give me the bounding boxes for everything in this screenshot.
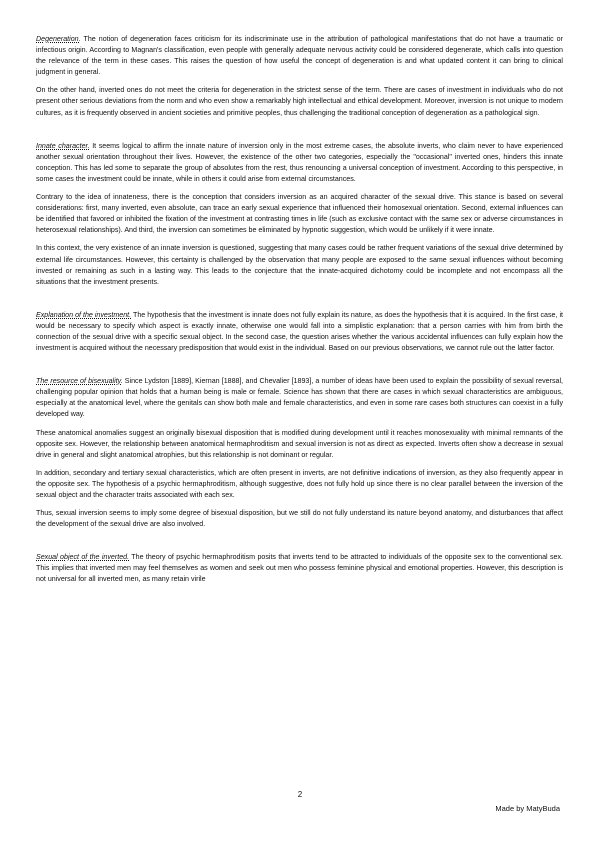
paragraph: Innate character. It seems logical to affirm the innate nature of inversion only in the most extreme cases, the absolute inverts, who claim never to have experienced another sexual orientation throughout their lives. However, the existence of the other two categories, especially the "occasional" inverted ones, hinders this innate conception. This has led some to separate the group of absolutes from the rest, thus renouncing a universal conception of investment. According to this perspective, in some cases the investment could be innate, while in others it could arise from external circumstances. xyxy=(36,141,563,183)
paragraph: Explanation of the investment. The hypothesis that the investment is innate does not fully explain its nature, as does the hypothesis that it is acquired. In the first case, it would be necessary to specify which aspect is exactly innate, otherwise one would fall into a simplistic explanation: that a person carries with him from birth the connection of the sexual drive with a specific sexual object. In the second case, the question arises whether the various accidental influences can fully explain how the investment is acquired without the necessary predisposition that would exist in the individual. Based on our previous observations, we cannot rule out the latter factor. xyxy=(36,310,563,353)
section-heading-bisexuality: The resource of bisexuality. xyxy=(36,377,123,386)
paragraph: Sexual object of the inverted. The theory of psychic hermaphroditism posits that inverts tend to be attracted to individuals of the opposite sex to the conventional sex. This implies that inverted men may feel themselves as women and seek out men who possess feminine physical and emotional properties. However, this description is not universal for all inverted men, as many retain virile xyxy=(36,553,563,584)
paragraph: The resource of bisexuality. Since Lydston [1889], Kiernan [1888], and Chevalier [1893], a number of ideas have been used to explain the possibility of sexual reversal, challenging popular opinion that holds that a human being is male or female. Science has shown that there are cases in which sexual characteristics are ambiguous, especially at the anatomical level, where the genitals can show both male and female characteristics, and even in some rare cases both structures can coexist in a fully developed way. xyxy=(36,377,563,419)
author-credit: Made by MatyBuda xyxy=(495,804,560,813)
paragraph: In addition, secondary and tertiary sexual characteristics, which are often present in inverts, are not definitive indications of inversion, as they also frequently appear in the opposite sex. The hypothesis of a psychic hermaphroditism, although suggestive, does not fully hold up since there is no clear parallel between the inversion of the sexual object and the character traits associated with each sex. xyxy=(36,468,563,499)
section-heading-degeneration: Degeneration. xyxy=(36,35,81,43)
section-heading-sexual-object: Sexual object of the inverted. xyxy=(36,553,130,562)
paragraph: On the other hand, inverted ones do not meet the criteria for degeneration in the strictest sense of the term. There are cases of investment in individuals who do not present other serious deviations from the norm and who even show a remarkably high intellectual and ethical development. Moreover, inversion is not unique to modern cultures, as it is frequently observed in ancient societies and primitive peoples, thus challenging the traditional conception of degeneration as a pathological sign. xyxy=(36,86,563,117)
section-heading-innate-character: Innate character. xyxy=(36,141,90,150)
paragraph: These anatomical anomalies suggest an originally bisexual disposition that is modified during development until it reaches monosexuality with minimal remnants of the opposite sex. However, the relationship between anatomical hermaphroditism and sexual inversion is not as direct as expected. Inverts often show a decrease in sexual drive in general and slight anatomical atrophies, but this relationship is not dominant or regular. xyxy=(36,428,563,459)
page-number: 2 xyxy=(297,790,303,799)
section-heading-explanation: Explanation of the investment. xyxy=(36,310,132,319)
paragraph: In this context, the very existence of an innate inversion is questioned, suggesting that many cases could be rather frequent variations of the sexual drive determined by external life circumstances. However, this certainty is challenged by the observation that many people are exposed to the same sexual influences without becoming invested or remaining as such in a lasting way. This leads to the conjecture that the innate-acquired dichotomy could be incomplete and not encompass all the situations that the investment presents. xyxy=(36,244,563,286)
paragraph: Contrary to the idea of innateness, there is the conception that considers inversion as an acquired character of the sexual drive. This stance is based on several considerations: first, many inverted, even absolute, can trace an early sexual experience that influenced their homosexual orientation. Second, external influences can be identified that favored or inhibited the fixation of the investment at contrasting times in life (such as exclusive contact with the same sex or adverse circumstances in heterosexual relationships). And third, the inversion can sometimes be eliminated by hypnotic suggestion, which would be unlikely if it were innate. xyxy=(36,193,563,235)
paragraph: Degeneration. The notion of degeneration faces criticism for its indiscriminate use in the attribution of pathological manifestations that do not have a traumatic or infectious origin. According to Magnan's classification, even people with generally adequate nervous activity could be considered degenerate, which calls into question the relevance of the term in these cases. This raises the question of how useful the concept of degeneration is and what updated content it can bring to clinical judgment in general. xyxy=(36,35,563,77)
paragraph: Thus, sexual inversion seems to imply some degree of bisexual disposition, but we still do not fully understand its nature beyond anatomy, and disturbances that affect the development of the sexual drive are also involved. xyxy=(36,509,563,529)
document-body xyxy=(36,34,563,586)
